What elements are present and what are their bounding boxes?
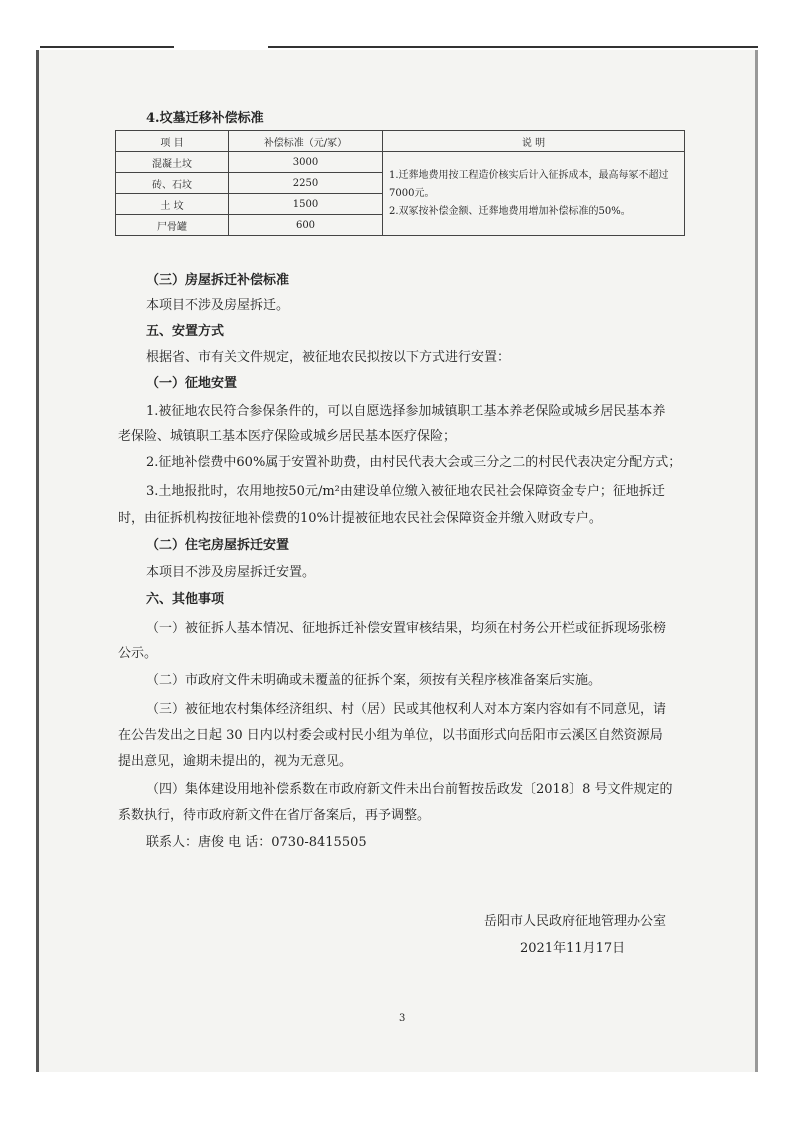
table-cell-standard: 1500 [229,194,383,215]
paragraph: 2.征地补偿费中60%属于安置补助费，由村民代表大会或三分之二的村民代表决定分配方式； [146,455,682,470]
table-cell-item: 混凝土坟 [116,152,229,173]
table-cell-item: 尸骨罐 [116,215,229,236]
heading-house-resettlement: （二）住宅房屋拆迁安置 [146,538,290,553]
table-note-2: 2.双冢按补偿金额、迁葬地费用增加补偿标准的50%。 [389,205,631,217]
paragraph: 提出意见，逾期未提出的，视为无意见。 [118,754,353,769]
table-note-1: 1.迁葬地费用按工程造价核实后计入征拆成本，最高每冢不超过7000元。 [389,169,669,199]
grave-compensation-table [115,130,685,236]
table-cell-standard: 3000 [229,152,383,173]
heading-land-resettlement: （一）征地安置 [146,376,238,391]
paragraph: 根据省、市有关文件规定，被征地农民拟按以下方式进行安置： [146,350,511,365]
heading-six: 六、其他事项 [146,592,225,607]
table-cell-standard: 600 [229,215,383,236]
page-number: 3 [399,1013,406,1024]
table-header-item: 项 目 [116,131,229,152]
paragraph: （三）被征地农村集体经济组织、村（居）民或其他权利人对本方案内容如有不同意见，请 [146,702,667,717]
table-cell-item: 砖、石坟 [116,173,229,194]
paragraph: 公示。 [118,646,158,661]
heading-house-compensation: （三）房屋拆迁补偿标准 [146,273,290,288]
paragraph: （一）被征拆人基本情况、征地拆迁补偿安置审核结果，均须在村务公开栏或征拆现场张榜 [146,621,667,636]
table-header-row [116,131,685,152]
header-rule-left [40,46,174,48]
paragraph: 老保险、城镇职工基本医疗保险或城乡居民基本医疗保险； [118,429,457,444]
heading-five: 五、安置方式 [146,324,225,339]
contact-line: 联系人：唐俊 电 话：0730-8415505 [146,835,367,850]
paragraph: （二）市政府文件未明确或未覆盖的征拆个案，须按有关程序核准备案后实施。 [146,673,602,688]
table-cell-item: 土 坟 [116,194,229,215]
paragraph: 系数执行，待市政府新文件在省厅备案后，再予调整。 [118,808,431,823]
paragraph: 1.被征地农民符合参保条件的，可以自愿选择参加城镇职工基本养老保险或城乡居民基本养 [146,404,666,419]
scan-edge-left [36,50,39,1072]
header-rule-right [268,46,758,48]
signature-date: 2021年11月17日 [520,941,626,956]
paragraph: 3.土地报批时，农用地按50元/m²由建设单位缴入被征地农民社会保障资金专户；征地拆迁 [146,484,665,499]
table-cell-standard: 2250 [229,173,383,194]
scan-edge-right [755,50,758,1072]
table-header-standard: 补偿标准（元/冢） [229,131,383,152]
table-header-note: 说 明 [383,131,685,152]
table-row [116,152,685,173]
paragraph: 本项目不涉及房屋拆迁安置。 [146,565,316,580]
paragraph: 时，由征拆机构按征地补偿费的10%计提被征地农民社会保障资金并缴入财政专户。 [118,511,602,526]
paragraph: （四）集体建设用地补偿系数在市政府新文件未出台前暂按岳政发〔2018〕8 号文件规定的 [146,782,673,797]
section4-title: 4.坟墓迁移补偿标准 [146,111,264,126]
paragraph: 本项目不涉及房屋拆迁。 [146,298,290,313]
paragraph: 在公告发出之日起 30 日内以村委会或村民小组为单位，以书面形式向岳阳市云溪区自然资源局 [118,728,663,743]
signature-org: 岳阳市人民政府征地管理办公室 [484,914,667,929]
table-note-cell [383,152,685,236]
